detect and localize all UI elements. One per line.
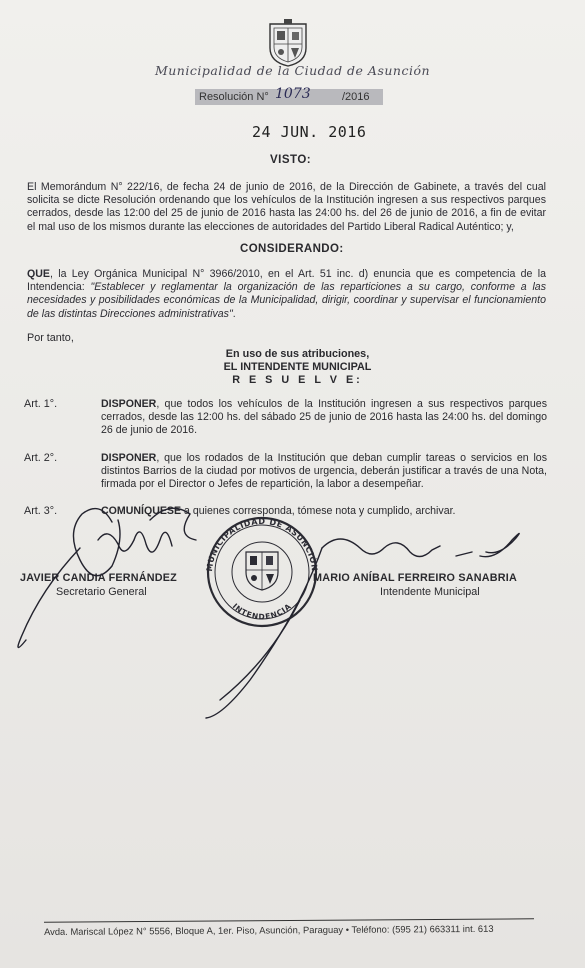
article-1-label: Art. 1°. xyxy=(24,398,58,410)
considerando-end: . xyxy=(232,307,236,320)
article-3-text xyxy=(101,505,547,518)
article-3-body: a quienes corresponda, tómese nota y cumplido, archivar. xyxy=(181,505,456,517)
resolution-year: /2016 xyxy=(342,91,370,103)
resolve-line-3: R E S U E L V E: xyxy=(232,374,363,386)
institution-name: Municipalidad de la Ciudad de Asunción xyxy=(154,63,431,78)
article-2-label: Art. 2°. xyxy=(24,452,58,464)
right-signature xyxy=(206,533,519,718)
considerando-intro: , la Ley Orgánica Municipal N° 3966/2010, en el Art. 51 inc. d) enuncia que es competencia de la Intendencia: xyxy=(27,268,546,294)
article-3-label: Art. 3°. xyxy=(24,505,58,517)
seal-top-text: MUNICIPALIDAD DE ASUNCIÓN xyxy=(204,516,320,572)
que-lead: QUE xyxy=(27,268,50,280)
resolve-line-1: En uso de sus atribuciones, xyxy=(225,348,370,360)
seal-crest-icon xyxy=(246,552,278,590)
resolve-block xyxy=(0,348,585,387)
resolution-number-line xyxy=(195,86,383,105)
resolution-number: 1073 xyxy=(275,86,311,102)
footer-rule xyxy=(44,918,534,922)
visto-paragraph: El Memorándum N° 222/16, de fecha 24 de junio de 2016, de la Dirección de Gabinete, a través del cual solicita se dicte Resolución ordenando que los vehículos de la Institución ingresen a sus respectivos parques cerrados, desde las 12:00 del 25 de junio de 2016 hasta las 24:00 hs. del 26 de junio de 2016, a fin de evitar el mal uso de los mismos durante las elecciones de autoridades del Partido Liberal Radical Auténtico; y, xyxy=(27,181,546,233)
resolve-line-2: EL INTENDENTE MUNICIPAL xyxy=(223,361,372,373)
considerando-paragraph xyxy=(27,268,546,321)
article-2-body: , que los rodados de la Institución que deban cumplir tareas o servicios en los distintos Barrios de la ciudad por motivos de urgencia, deberán justificar a través de una Nota, firmada por el Director o Jefes de repartición, la labor a desempeñar. xyxy=(101,452,547,491)
article-2-verb: DISPONER xyxy=(101,452,157,464)
left-signatory-title: Secretario General xyxy=(56,586,147,598)
svg-text:MUNICIPALIDAD DE ASUNCIÓN xyxy=(205,517,320,572)
article-2-text xyxy=(101,452,547,492)
considerando-quote: "Establecer y reglamentar la organización de las reparticiones a su cargo, conforme a las necesidades y posibilidades económicas de la Municipalidad, dirigir, coordinar y supervisar el funcionamiento de las distintas Direcciones administrativas" xyxy=(27,281,546,320)
por-tanto: Por tanto, xyxy=(27,332,74,344)
right-signatory-title: Intendente Municipal xyxy=(380,586,480,598)
resolution-label: Resolución N° xyxy=(199,91,269,103)
visto-heading: VISTO: xyxy=(270,154,312,166)
article-1-body: , que todos los vehículos de la Institución ingresen a sus respectivos parques cerrados, desde las 12:00 hs. del sábado 25 de junio de 2016 hasta las 24:00 hs. del domingo 26 de junio de 2016. xyxy=(101,398,547,437)
article-1-text xyxy=(101,398,547,438)
article-1-verb: DISPONER xyxy=(101,398,157,410)
svg-text:INTENDENCIA xyxy=(231,602,293,622)
coat-of-arms-icon xyxy=(266,18,310,68)
seal-bottom-text: INTENDENCIA xyxy=(230,601,294,622)
left-signatory-name: JAVIER CANDIA FERNÁNDEZ xyxy=(20,572,177,584)
footer-address: Avda. Mariscal López N° 5556, Bloque A, 1er. Piso, Asunción, Paraguay • Teléfono: (595 21) 663311 int. 613 xyxy=(44,922,494,937)
article-3-verb: COMUNÍQUESE xyxy=(101,505,182,517)
date-stamp: 24 JUN. 2016 xyxy=(252,123,367,141)
right-signatory-name: MARIO ANÍBAL FERREIRO SANABRIA xyxy=(313,572,517,584)
considerando-heading: CONSIDERANDO: xyxy=(240,243,344,255)
